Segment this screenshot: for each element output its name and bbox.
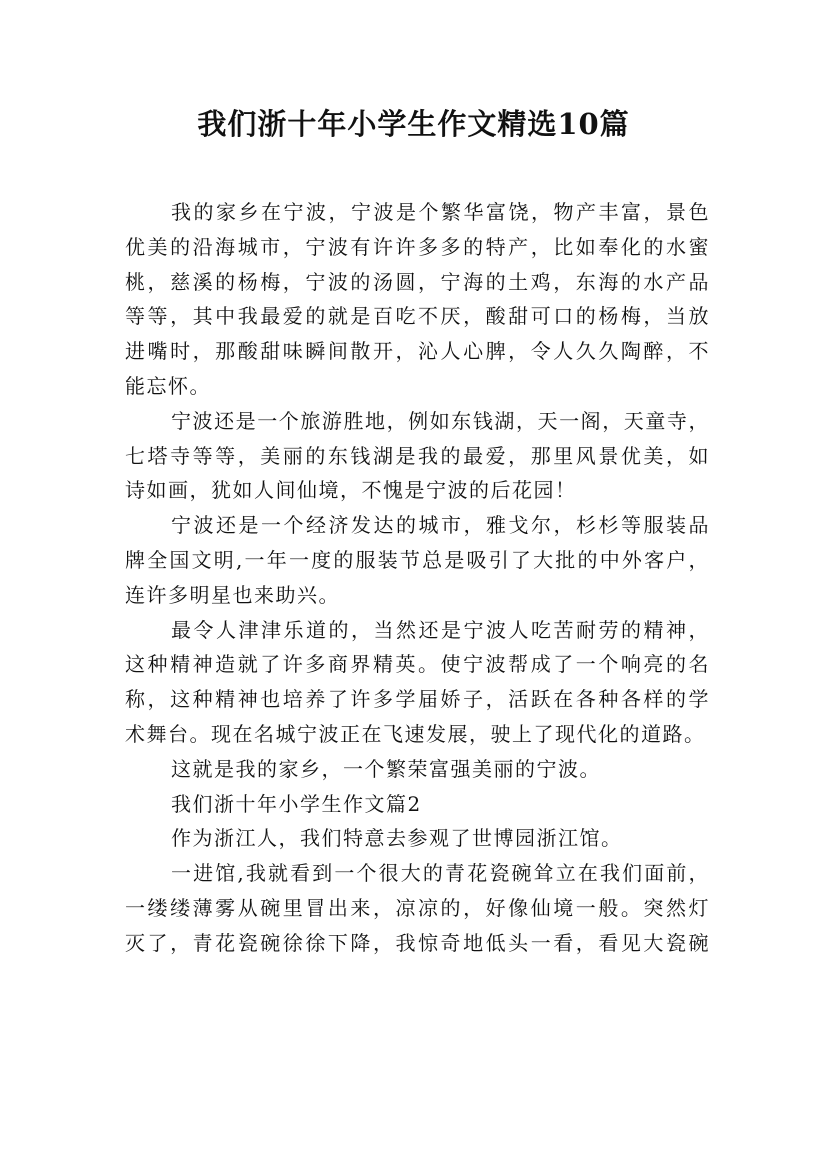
article-body: [125, 195, 710, 961]
text-line: 我的家乡在宁波，宁波是个繁华富饶，物产丰富，景色: [171, 200, 710, 224]
text-line: 七塔寺等等，美丽的东钱湖是我的最爱，那里风景优美，如: [125, 443, 710, 468]
text-line: 一进馆,我就看到一个很大的青花瓷碗耸立在我们面前，: [171, 861, 710, 886]
text-line: 宁波还是一个经济发达的城市，雅戈尔，杉杉等服装品: [171, 513, 710, 538]
text-line: 诗如画，犹如人间仙境，不愧是宁波的后花园！: [125, 478, 577, 503]
text-line: 这种精神造就了许多商界精英。使宁波帮成了一个响亮的名: [125, 652, 710, 677]
text-line: 进嘴时，那酸甜味瞬间散开，沁人心脾，令人久久陶醉，不: [125, 339, 710, 364]
text-line: 最令人津津乐道的，当然还是宁波人吃苦耐劳的精神，: [171, 617, 710, 642]
page-title: 我们浙十年小学生作文精选10篇: [197, 107, 630, 141]
text-line: 这就是我的家乡，一个繁荣富强美丽的宁波。: [171, 756, 601, 781]
text-line: 一缕缕薄雾从碗里冒出来，凉凉的，好像仙境一般。突然灯: [125, 895, 710, 920]
text-line: 牌全国文明,一年一度的服装节总是吸引了大批的中外客户，: [125, 547, 710, 572]
section-heading: 我们浙十年小学生作文篇2: [171, 791, 422, 816]
text-line: 灭了，青花瓷碗徐徐下降，我惊奇地低头一看，看见大瓷碗: [125, 930, 710, 955]
text-line: 连许多明星也来助兴。: [125, 582, 340, 607]
text-line: 称，这种精神也培养了许多学届娇子，活跃在各种各样的学: [125, 687, 710, 712]
text-line: 等等，其中我最爱的就是百吃不厌，酸甜可口的杨梅，当放: [125, 304, 710, 329]
text-line: 宁波还是一个旅游胜地，例如东钱湖，天一阁，天童寺，: [171, 408, 710, 433]
text-line: 优美的沿海城市，宁波有许许多多的特产，比如奉化的水蜜: [125, 234, 710, 259]
text-line: 作为浙江人，我们特意去参观了世博园浙江馆。: [171, 826, 623, 851]
text-line: 术舞台。现在名城宁波正在飞速发展，驶上了现代化的道路。: [125, 721, 706, 746]
text-line: 能忘怀。: [125, 373, 211, 398]
text-line: 桃，慈溪的杨梅，宁波的汤圆，宁海的土鸡，东海的水产品: [125, 269, 710, 294]
